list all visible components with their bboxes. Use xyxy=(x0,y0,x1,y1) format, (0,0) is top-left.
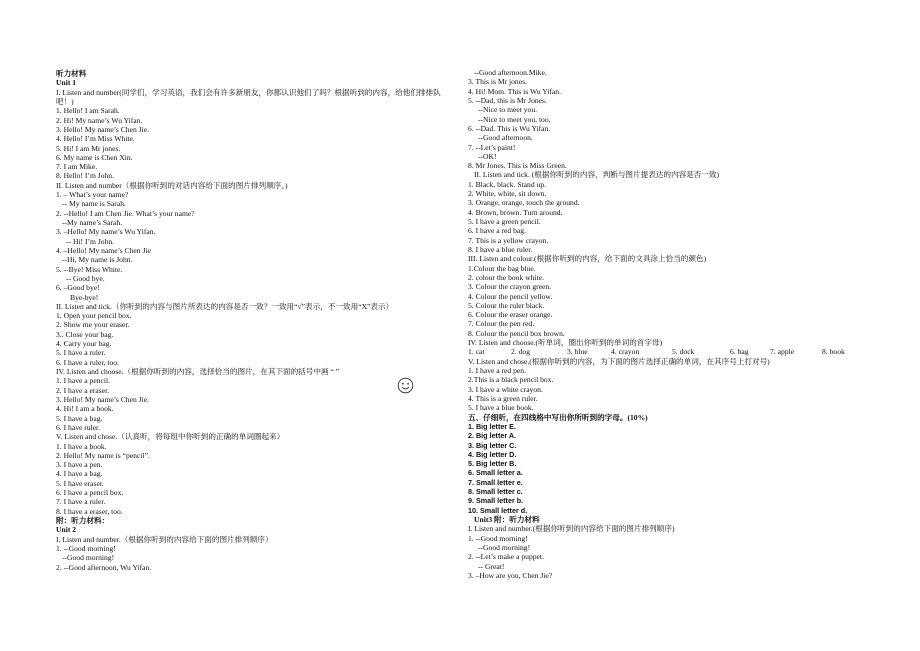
text-line: 4. Carry your bag. xyxy=(56,339,112,349)
text-line: 6. Colour the eraser orange. xyxy=(468,310,553,320)
text-line: I. Listen and number.（根据你听到的内容给下面的图片排列顺序） xyxy=(56,534,273,544)
text-line: 5. --Bye! Miss White. xyxy=(56,264,123,274)
text-line: 2.This is a black pencil box. xyxy=(468,375,554,385)
text-line: 3.. Close your bag. xyxy=(56,329,114,339)
text-line: -- Great! xyxy=(478,561,505,571)
section-heading: 1. Big letter E. xyxy=(468,421,516,431)
text-line: 5. I have a green pencil. xyxy=(468,217,541,226)
text-line: 4. –Hello! My name’s Chen Jie xyxy=(56,245,151,255)
text-line: 5. I have a ruler. xyxy=(56,348,106,358)
right-column xyxy=(468,0,868,580)
text-line: 5. Hi! I am Mr jones. xyxy=(56,143,121,153)
word-option: 6. bag xyxy=(730,347,749,357)
text-line: 2. --Let’s make a puppet. xyxy=(468,552,544,562)
text-line: 2. Hello! My name is “pencil”. xyxy=(56,450,150,460)
text-line: 4. Brown, brown. Turn around. xyxy=(468,207,563,217)
text-line: --Nice to meet you. xyxy=(478,105,538,115)
text-line: 2. Show me your eraser. xyxy=(56,320,130,330)
text-line: 2. colour the book white. xyxy=(468,272,544,282)
text-line: --My name’s Sarah. xyxy=(62,218,123,227)
text-line: 5. I have a blue book. xyxy=(468,403,534,413)
text-line: -- Good bye. xyxy=(66,273,105,283)
section-heading: 听力材料 xyxy=(56,69,87,78)
text-line: 6. I have a pencil box. xyxy=(56,488,124,498)
text-line: 7. Colour the pen red. xyxy=(468,319,535,329)
text-line: -- My name is Sarah. xyxy=(62,199,126,209)
text-line: --OK! xyxy=(478,151,497,161)
text-line: 8. Hello! I’m John. xyxy=(56,171,114,181)
text-line: 1. Black, black. Stand up. xyxy=(468,179,547,189)
text-line: 1. --Good morning! xyxy=(56,543,116,553)
text-line: I. Listen and number.(根据你听到的内容给下面的图片排列顺序) xyxy=(468,524,675,534)
word-option: 4. crayon xyxy=(611,347,640,357)
text-line: 1. --Good morning! xyxy=(468,533,528,543)
word-option: 3. blue xyxy=(567,347,588,357)
text-line: V. Listen and chose.(根据你听到的内容，为下面的图片选择正确的单词，在其序号上打对号) xyxy=(468,356,770,366)
word-option: 8. book xyxy=(822,347,845,357)
text-line: 4. Hi! Mom. This is Wu Yifan. xyxy=(468,86,562,96)
section-heading: 附：听力材料： xyxy=(56,516,110,525)
text-line: II. Listen and tick. (根据你听到的内容，判断与图片提表达的内容是否一致) xyxy=(474,170,720,180)
text-line: 3. Orange, orange, touch the ground. xyxy=(468,198,580,208)
text-line: 7. This is a yellow crayon. xyxy=(468,235,549,245)
text-line: 7. I am Mike. xyxy=(56,162,98,172)
section-heading: 5. Big letter B. xyxy=(468,459,517,469)
word-option: 2. dog xyxy=(511,347,530,357)
text-line: 3. I have a pen. xyxy=(56,460,103,470)
text-line: 2. I have a eraser. xyxy=(56,385,110,395)
text-line: 1.Colour the bag blue. xyxy=(468,263,536,273)
text-line: 6. I have a ruler, too. xyxy=(56,357,119,367)
section-heading: 10. Small letter d. xyxy=(468,505,528,515)
section-heading: 8. Small letter c. xyxy=(468,487,523,497)
text-line: 4. This is a green ruler. xyxy=(468,393,538,403)
text-line: 8. Colour the pencil box brown. xyxy=(468,328,565,338)
text-line: 6. --Dad. This is Wu Yifan. xyxy=(468,123,551,133)
text-line: --Hi, My name is John. xyxy=(62,255,133,265)
text-line: 8. I have a blue ruler. xyxy=(468,244,533,254)
text-line: 4. Hello! I’m Miss White. xyxy=(56,134,135,144)
text-line: IV. Listen and choose.(听单词，圈出你听到的单词的首字母) xyxy=(468,338,663,348)
text-line: 3. Hello! My name’s Chen Jie. xyxy=(56,124,150,134)
text-line: 1. Open your pencil box. xyxy=(56,311,132,321)
section-heading: 3. Big letter C. xyxy=(468,440,517,450)
section-heading: 9. Small letter b. xyxy=(468,496,524,506)
text-line: 3. Colour the crayon green. xyxy=(468,282,552,292)
smiley-face-icon xyxy=(397,377,414,394)
section-heading: Unit 2 xyxy=(56,525,77,535)
text-line: 7. --Let’s paint! xyxy=(468,142,516,152)
text-line: 3. This is Mr jones. xyxy=(468,77,527,87)
text-line: 6. I have a red bag. xyxy=(468,226,526,236)
text-line: 1. Hello! I am Sarah. xyxy=(56,106,120,116)
text-line: II. Listen and number（根据你听到的对话内容给下面的图片排列顺序。) xyxy=(56,180,288,190)
text-line: II. Listen and tick.（你听到的内容与图片所表达的内容是否一致？一致用“√”表示，不一致用“X”表示） xyxy=(56,301,394,311)
section-heading: 2. Big letter A. xyxy=(468,431,517,441)
text-line: --Good morning! xyxy=(62,553,115,563)
text-line: -- Hi! I’m John. xyxy=(66,236,115,246)
text-line: III. Listen and colour.(根据你听到的内容，给下面的文具涂上恰当的颜色) xyxy=(468,254,707,264)
text-line: 8. Mr Jones. This is Miss Green. xyxy=(468,161,567,171)
text-line: 6. I have ruler. xyxy=(56,422,101,432)
text-line: 2. White, white, sit down. xyxy=(468,189,547,199)
text-line: 5. Colour the ruler black. xyxy=(468,300,545,310)
word-choice-row xyxy=(468,347,868,356)
text-line: Bye-bye! xyxy=(70,292,99,302)
text-line: --Good morning! xyxy=(478,542,531,552)
text-line: 4. I have a bag. xyxy=(56,469,103,479)
text-line: --Nice to meet you, too. xyxy=(478,114,551,124)
text-line: 3. Hello! My name’s Chen Jie. xyxy=(56,394,150,404)
text-line: 2. Hi! My name’s Wu Yifan. xyxy=(56,115,143,125)
word-option: 7. apple xyxy=(770,347,795,357)
text-line: IV. Listen and choose.（根据你听到的内容，选择恰当的图片，在其下面的括号中画 “ ” xyxy=(56,367,340,376)
left-column xyxy=(56,0,454,572)
text-line: V. Listen and chose.（认真听，将每组中你听到的正确的单词圈起来） xyxy=(56,432,285,442)
text-line: 1. I have a red pen. xyxy=(468,366,526,375)
text-line: --Good afternoon. xyxy=(478,133,533,143)
text-line: 3. –How are you, Chen Jie? xyxy=(468,570,553,580)
word-option: 1. cat xyxy=(468,347,485,357)
text-line: I. Listen and number(同学们，学习英语，我们会有许多新朋友，你都认识他们了吗？根据听到的内容，给他们排排队吧！) xyxy=(56,87,441,106)
section-heading: Unit3 附：听力材料 xyxy=(474,515,540,524)
text-line: 2. --Good afternoon, Wu Yifan. xyxy=(56,562,152,572)
text-line: 1. – What’s your name? xyxy=(56,190,129,200)
section-heading: Unit 1 xyxy=(56,78,77,88)
section-heading: 4. Big letter D. xyxy=(468,449,517,459)
text-line: 1. I have a pencil. xyxy=(56,376,110,386)
text-line: 5. --Dad, this is Mr Jones. xyxy=(468,95,547,105)
section-heading: 7. Small letter e. xyxy=(468,477,523,487)
text-line: 8. I have a eraser, too. xyxy=(56,506,123,516)
text-line: 4. Hi! I am a book. xyxy=(56,404,114,414)
text-line: 7. I have a ruler. xyxy=(56,497,106,507)
text-line: 3. –Hello! My name’s Wu Yifan. xyxy=(56,227,156,237)
text-line: 6. My name is Chen Xin. xyxy=(56,152,133,162)
text-line: 6. –Good bye! xyxy=(56,283,100,293)
text-line: 5. I have eraser. xyxy=(56,478,104,488)
text-line: 2. --Hello! I am Chen Jie. What’s your name? xyxy=(56,208,195,218)
text-line: 5. I have a bag. xyxy=(56,413,103,423)
text-line: 1. I have a book. xyxy=(56,441,107,451)
text-line: 4. Colour the pencil yellow. xyxy=(468,291,553,301)
section-heading: 五、仔细听，在四线格中写出你所听到的字母。(10%) xyxy=(468,412,648,422)
word-option: 5. dock xyxy=(672,347,695,357)
text-line: 3. I have a white crayon. xyxy=(468,384,543,394)
text-line: --Good afternoon.Mike. xyxy=(474,68,547,77)
section-heading: 6. Small letter a. xyxy=(468,468,523,478)
